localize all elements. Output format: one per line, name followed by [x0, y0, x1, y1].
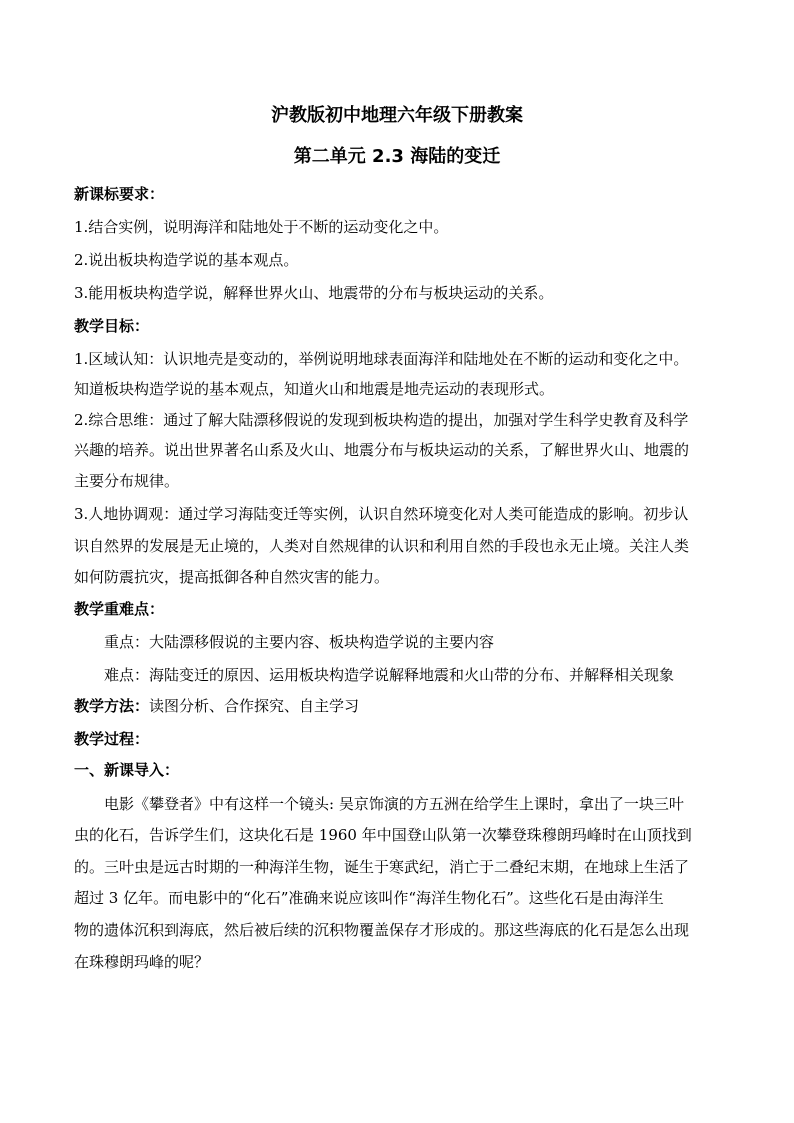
section-heading-requirements: 新课标要求：	[74, 185, 165, 203]
goal-line: 如何防震抗灾，提高抵御各种自然灾害的能力。	[74, 568, 390, 586]
intro-paragraph-line: 虫的化石，告诉学生们，这块化石是 1960 年中国登山队第一次攀登珠穆朗玛峰时在山顶找到	[74, 826, 692, 844]
section-heading-process: 教学过程：	[74, 730, 150, 748]
section-heading-intro: 一、新课导入：	[74, 761, 180, 779]
intro-paragraph-line: 的。三叶虫是远古时期的一种海洋生物，诞生于寒武纪，消亡于二叠纪末期，在地球上生活了	[74, 858, 690, 876]
goal-line: 兴趣的培养。说出世界著名山系及火山、地震分布与板块运动的关系，了解世界火山、地震的	[74, 441, 690, 459]
intro-paragraph-line: 在珠穆朗玛峰的呢？	[74, 953, 210, 971]
intro-paragraph-line: 超过 3 亿年。而电影中的“化石”准确来说应该叫作“海洋生物化石”。这些化石是由海洋生	[74, 889, 664, 907]
document-subtitle: 第二单元 2.3 海陆的变迁	[293, 146, 501, 167]
goal-line: 主要分布规律。	[74, 472, 180, 490]
teaching-methods-label: 教学方法：	[74, 697, 150, 715]
section-heading-goals: 教学目标：	[74, 317, 150, 335]
document-title: 沪教版初中地理六年级下册教案	[271, 105, 523, 126]
goal-line: 2.综合思维：通过了解大陆漂移假说的发现到板块构造的提出，加强对学生科学史教育及科学	[74, 411, 689, 429]
intro-paragraph-line: 物的遗体沉积到海底，然后被后续的沉积物覆盖保存才形成的。那这些海底的化石是怎么出现	[74, 921, 690, 939]
goal-line: 知道板块构造学说的基本观点，知道火山和地震是地壳运动的表现形式。	[74, 380, 555, 398]
goal-line: 识自然界的发展是无止境的，人类对自然规律的认识和利用自然的手段也永无止境。关注人类	[74, 537, 690, 555]
teaching-methods	[74, 696, 734, 716]
goal-line: 1.区域认知：认识地壳是变动的，举例说明地球表面海洋和陆地处在不断的运动和变化之中。	[74, 350, 689, 368]
requirement-item: 1.结合实例，说明海洋和陆地处于不断的运动变化之中。	[74, 218, 449, 236]
requirement-item: 3.能用板块构造学说，解释世界火山、地震带的分布与板块运动的关系。	[74, 284, 554, 302]
section-heading-key-points: 教学重难点：	[74, 600, 165, 618]
intro-paragraph-line: 电影《攀登者》中有这样一个镜头: 吴京饰演的方五洲在给学生上课时，拿出了一块三叶	[104, 795, 684, 813]
key-point-difficulty: 难点：海陆变迁的原因、运用板块构造学说解释地震和火山带的分布、并解释相关现象	[104, 666, 675, 684]
teaching-methods-text: 读图分析、合作探究、自主学习	[149, 697, 360, 715]
requirement-item: 2.说出板块构造学说的基本观点。	[74, 251, 299, 269]
goal-line: 3.人地协调观：通过学习海陆变迁等实例，认识自然环境变化对人类可能造成的影响。初步认	[74, 505, 689, 523]
key-point-focus: 重点：大陆漂移假说的主要内容、板块构造学说的主要内容	[104, 633, 495, 651]
